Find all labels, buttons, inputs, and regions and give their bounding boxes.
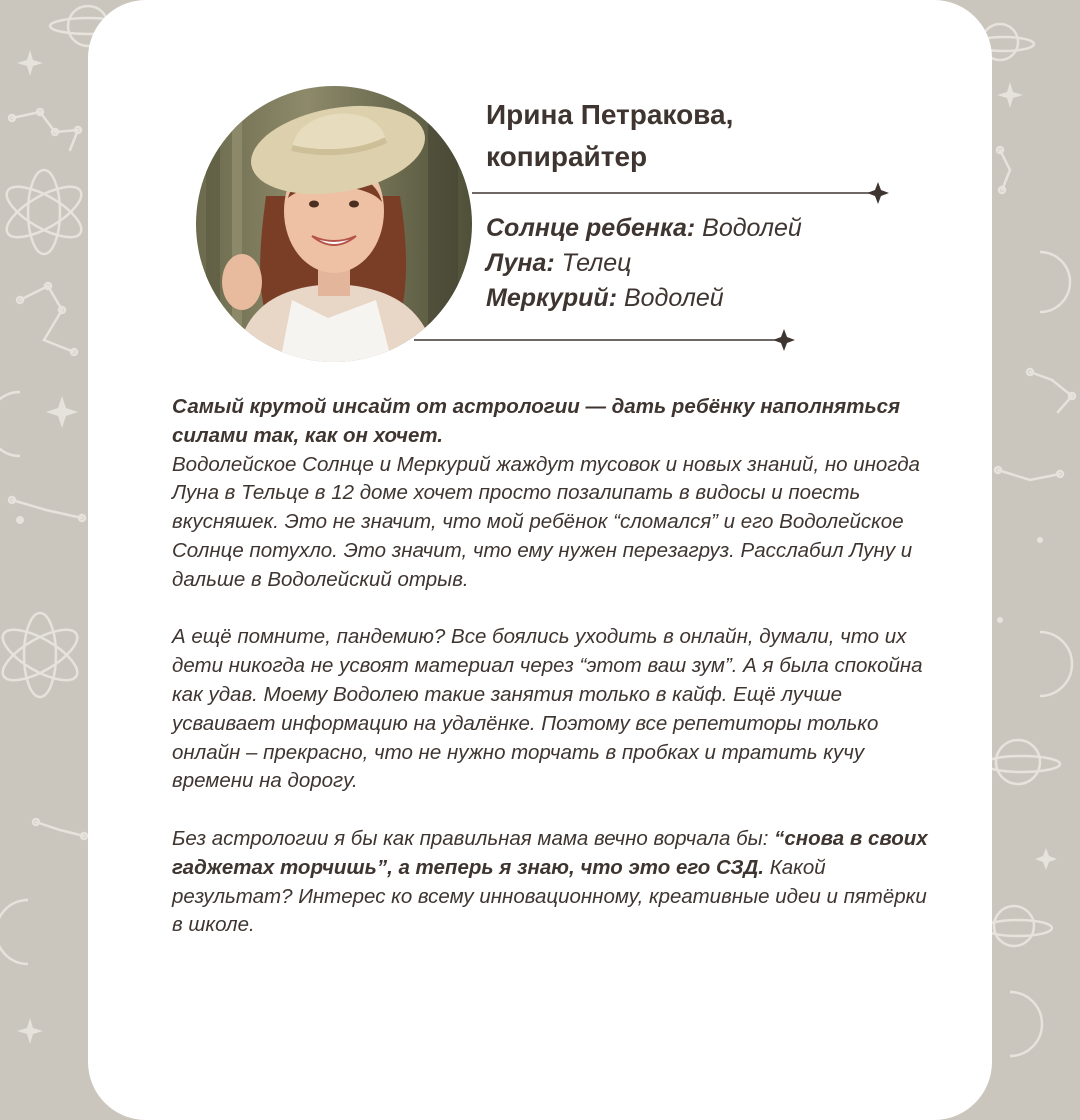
atom-icon [0,613,84,697]
moon-label: Луна: [486,249,555,277]
sun-sign-row [486,211,802,246]
planet-icon [984,906,1052,946]
sun-label: Солнце ребенка: [486,214,696,242]
moon-icon [1010,992,1042,1056]
constellation-icon [995,467,1063,480]
paragraph-3-end: Какой результат? Интерес ко всему инновационному, креативные идеи и пятёрки в школе. [172,855,927,937]
mercury-sign-row [486,281,802,316]
moon-icon [0,392,20,456]
name-line: Ирина Петракова, [486,99,734,130]
testimonial-text [172,393,932,969]
paragraph-3 [172,825,932,940]
insight-headline: Самый крутой инсайт от астрологии — дать ребёнку наполняться силами так, как он хочет. [172,395,901,447]
paragraph-1-text: Водолейское Солнце и Меркурий жаждут тусовок и новых знаний, но иногда Луна в Тельце в 12 доме хочет просто позалипать в видосы и поесть вкусняшек. Это не значит, что мой ребёнок “сломался” и его Водолейское Солнце потухло. Это значит, что ему нужен перезагруз. Расслабил Луну и дальше в Водолейский отрыв. [172,452,920,591]
paragraph-3-highlight: “снова в своих гаджетах торчишь”, а теперь я знаю, что это его СЗД. [172,826,928,879]
moon-sign-row [486,246,802,281]
paragraph-2-text: А ещё помните, пандемию? Все боялись уходить в онлайн, думали, что их дети никогда не усвоят материал через “этот ваш зум”. А я была спокойна как удав. Моему Водолею такие занятия только в кайф. Ещё лучше усваивает информацию на удалёнке. Поэтому все репетиторы только онлайн – прекрасно, что не нужно торчать в пробках и тратить кучу времени на дорогу. [172,625,923,793]
decorative-dividers [0,0,1080,400]
paragraph-1 [172,393,932,595]
sun-value: Водолей [695,214,802,242]
moon-icon [0,900,28,964]
mercury-label: Меркурий: [486,284,618,312]
paragraph-2 [172,623,932,796]
astrology-details [486,211,802,316]
sparkle-icon [867,182,889,204]
constellation-icon [33,819,87,839]
planet-icon [984,740,1060,784]
moon-icon [1040,632,1072,696]
sparkle-icon [773,329,795,351]
paragraph-3-intro: Без астрологии я бы как правильная мама вечно ворчала бы: [172,826,775,850]
moon-value: Телец [554,249,632,277]
mercury-value: Водолей [617,284,724,312]
profession-line: копирайтер [486,141,648,172]
